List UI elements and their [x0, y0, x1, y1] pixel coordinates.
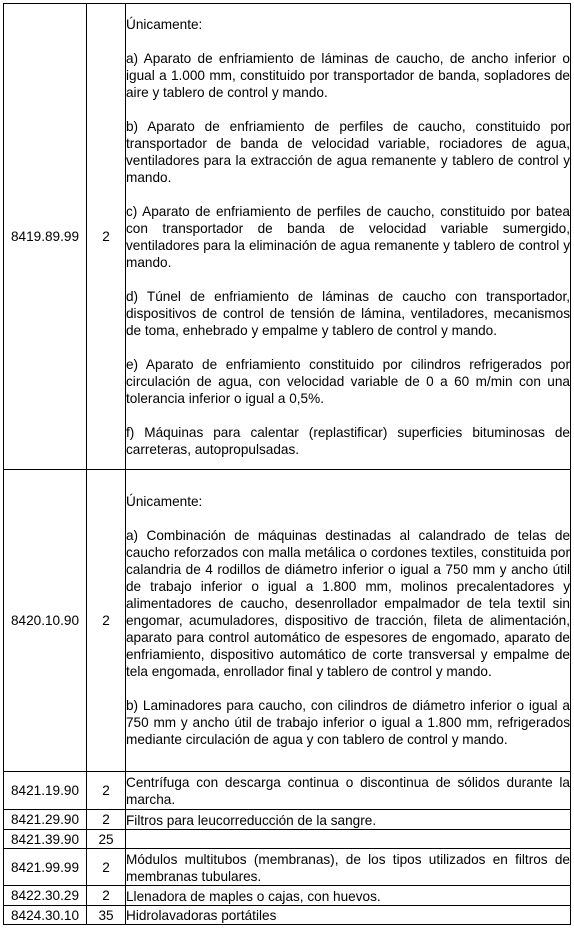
description-paragraph: Centrífuga con descarga continua o discontinua de sólidos durante la marcha.: [126, 775, 570, 807]
description-cell: [126, 849, 571, 886]
description-paragraph: b) Laminadores para caucho, con cilindros de diámetro inferior o igual a 750 mm y ancho útil de trabajo inferior o igual a 1.800 mm, refrigerados mediante circulación de agua y con tablero de control y mando.: [126, 698, 570, 747]
duty-rate: 2: [87, 470, 126, 772]
description-paragraph: Módulos multitubos (membranas), de los tipos utilizados en filtros de membranas tubulares.: [126, 851, 570, 884]
description-cell: [126, 830, 571, 849]
description-paragraph: Hidrolavadoras portátiles: [126, 908, 277, 923]
table-row: [4, 830, 571, 849]
tariff-code: 8421.29.90: [4, 810, 87, 830]
tariff-code: 8422.30.29: [4, 886, 87, 906]
table-row: [4, 4, 571, 470]
duty-rate: 25: [87, 830, 126, 849]
tariff-code: 8421.39.90: [4, 830, 87, 849]
duty-rate: 2: [87, 810, 126, 830]
tariff-code: 8420.10.90: [4, 470, 87, 772]
description-paragraph: Únicamente:: [126, 16, 203, 32]
description-cell: [126, 4, 571, 470]
tariff-code: 8424.30.10: [4, 906, 87, 925]
description-paragraph: a) Combinación de máquinas destinadas al calandrado de telas de caucho reforzados con malla metálica o cordones textiles, constituida por calandria de 4 rodillos de diámetro inferior o igual a 750 mm y ancho útil de trabajo inferior o igual a 1.800 mm, molinos precalentadores y alimentadores de caucho, desenrollador empalmador de tela textil sin engomar, acumuladores, dispositivo de tracción, fileta de alimentación, aparato para control automático de espesores de engomado, aparato de enfriamiento, dispositivo automático de corte transversal y empalme de tela engomada, enrollador final y tablero de control y mando.: [126, 528, 570, 679]
description-paragraph: a) Aparato de enfriamiento de láminas de caucho, de ancho inferior o igual a 1.000 mm, constituido por transportador de banda, sopladores de aire y tablero de control y mando.: [126, 50, 570, 100]
duty-rate: 2: [87, 772, 126, 810]
description-cell: [126, 772, 571, 810]
description-paragraph: Únicamente:: [126, 494, 203, 509]
description-paragraph: Llenadora de maples o cajas, con huevos.: [126, 888, 381, 904]
description-paragraph: c) Aparato de enfriamiento de perfiles de caucho, constituido por batea con transportador de banda de velocidad variable sumergido, ventiladores para la eliminación de agua remanente y tablero de control y mando.: [126, 203, 570, 270]
table-row: [4, 772, 571, 810]
tariff-code: 8419.89.99: [4, 4, 87, 470]
description-paragraph: f) Máquinas para calentar (replastificar) superficies bituminosas de carreteras, autopropulsadas.: [126, 424, 570, 457]
description-paragraph: d) Túnel de enfriamiento de láminas de caucho con transportador, dispositivos de control de tensión de lámina, ventiladores, mecanismos de toma, enhebrado y empalme y tablero de control y mando.: [126, 288, 570, 338]
duty-rate: 2: [87, 849, 126, 886]
table-row: [4, 906, 571, 925]
description-cell: [126, 470, 571, 772]
duty-rate: 2: [87, 886, 126, 906]
description-cell: [126, 810, 571, 830]
description-cell: [126, 886, 571, 906]
tariff-code: 8421.19.90: [4, 772, 87, 810]
description-paragraph: e) Aparato de enfriamiento constituido por cilindros refrigerados por circulación de agua, con velocidad variable de 0 a 60 m/min con una tolerancia inferior o igual a 0,5%.: [126, 356, 570, 406]
description-paragraph: Filtros para leucorreducción de la sangre.: [126, 812, 377, 828]
table-row: [4, 849, 571, 886]
tariff-table: [3, 3, 571, 925]
table-row: [4, 886, 571, 906]
description-paragraph: b) Aparato de enfriamiento de perfiles de caucho, constituido por transportador de banda de velocidad variable, rociadores de agua, ventiladores para la extracción de agua remanente y tablero de control y mando.: [126, 118, 570, 185]
duty-rate: 2: [87, 4, 126, 470]
table-row: [4, 810, 571, 830]
tariff-code: 8421.99.99: [4, 849, 87, 886]
description-cell: [126, 906, 571, 925]
table-row: [4, 470, 571, 772]
duty-rate: 35: [87, 906, 126, 925]
